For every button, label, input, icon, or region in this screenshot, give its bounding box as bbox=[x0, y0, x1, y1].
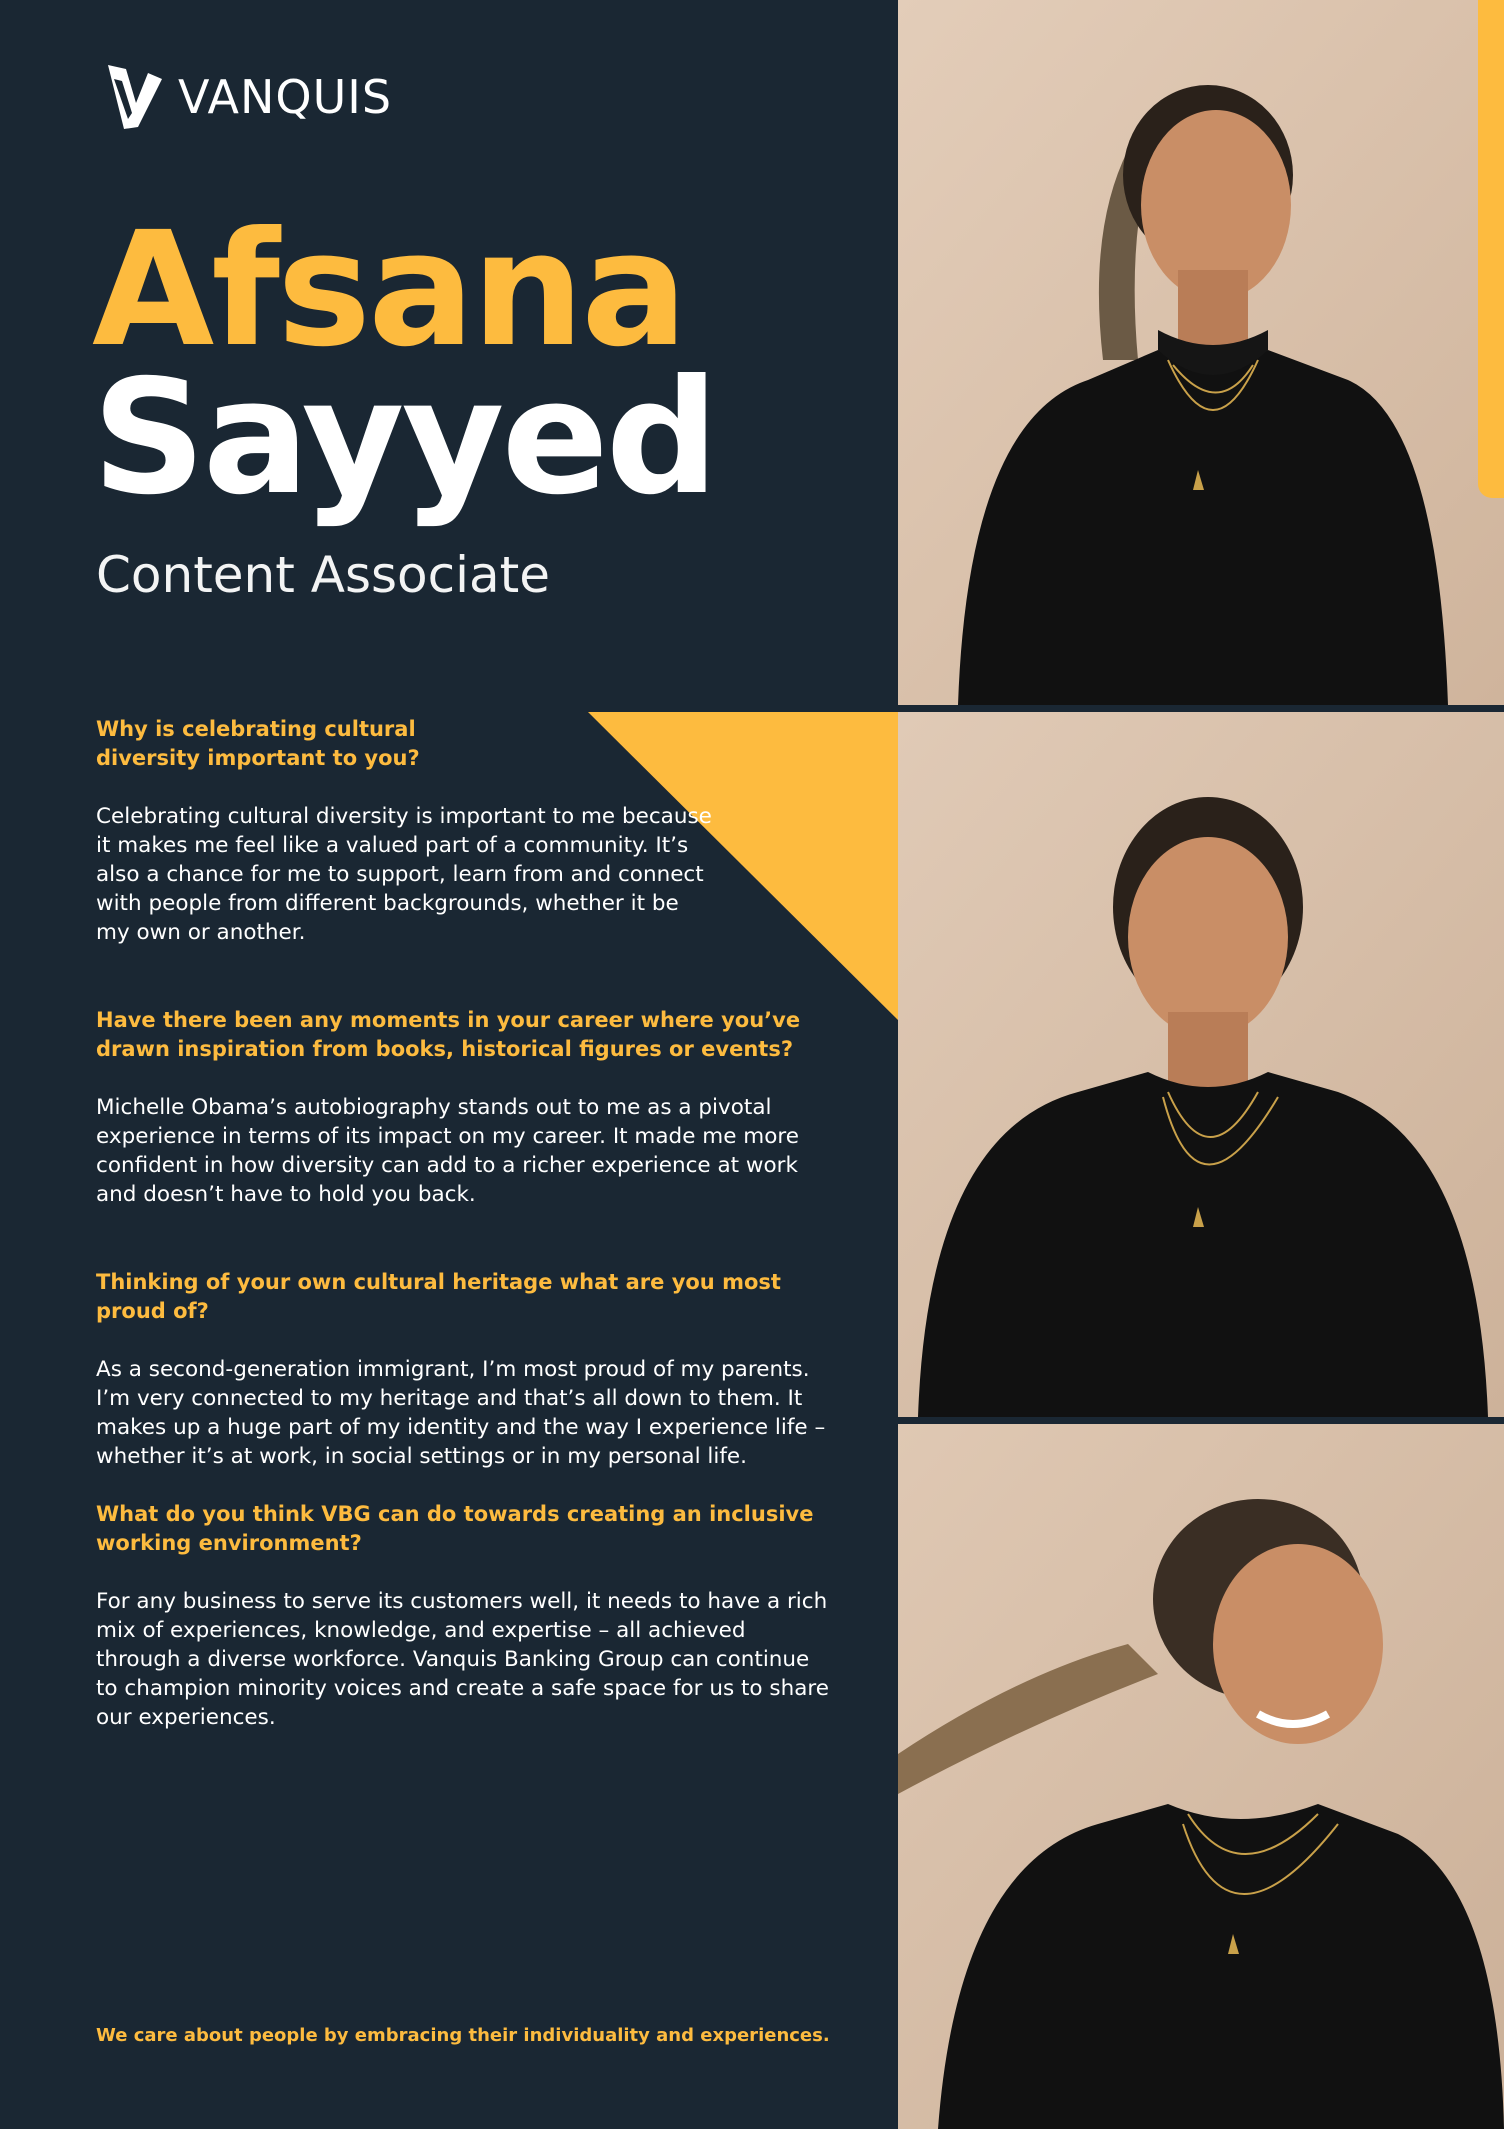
accent-bar bbox=[1478, 0, 1504, 498]
qa-block-4 bbox=[96, 1500, 830, 1732]
question-2: Have there been any moments in your career where you’ve drawn inspiration from books, historical figures or events? bbox=[96, 1008, 801, 1061]
question-4: What do you think VBG can do towards creating an inclusive working environment? bbox=[96, 1502, 814, 1555]
portrait-photo-front bbox=[898, 712, 1504, 1417]
portrait-photo-laughing bbox=[898, 1424, 1504, 2129]
answer-1: Celebrating cultural diversity is important to me because it makes me feel like a valued part of a community. It’s also a chance for me to support, learn from and connect with people from different backgrounds, whether it be my own or another. bbox=[96, 804, 712, 945]
last-name: Sayyed bbox=[92, 346, 716, 530]
answer-4: For any business to serve its customers well, it needs to have a rich mix of experiences, knowledge, and expertise – all achieved through a diverse workforce. Vanquis Banking Group can continue to champion minority voices and create a safe space for us to share our experiences. bbox=[96, 1589, 830, 1730]
vanquis-logo[interactable] bbox=[104, 62, 392, 132]
qa-block-2 bbox=[96, 1006, 816, 1209]
qa-block-3 bbox=[96, 1268, 836, 1471]
qa-block-1 bbox=[96, 715, 712, 947]
question-1: Why is celebrating cultural diversity important to you? bbox=[96, 717, 420, 770]
question-3: Thinking of your own cultural heritage what are you most proud of? bbox=[96, 1270, 781, 1323]
answer-2: Michelle Obama’s autobiography stands out to me as a pivotal experience in terms of its impact on my career. It made me more confident in how diversity can add to a richer experience at work and doesn’t have to hold you back. bbox=[96, 1095, 799, 1207]
answer-3: As a second-generation immigrant, I’m most proud of my parents. I’m very connected to my heritage and that’s all down to them. It makes up a huge part of my identity and the way I experience life – whether it’s at work, in social settings or in my personal life. bbox=[96, 1357, 826, 1469]
logo-text: VANQUIS bbox=[178, 70, 393, 124]
job-title: Content Associate bbox=[96, 546, 551, 604]
tagline: We care about people by embracing their individuality and experiences. bbox=[96, 2025, 830, 2046]
first-name: Afsana bbox=[92, 198, 685, 382]
vanquis-v-icon bbox=[104, 63, 166, 131]
portrait-photo-smiling bbox=[898, 0, 1504, 705]
